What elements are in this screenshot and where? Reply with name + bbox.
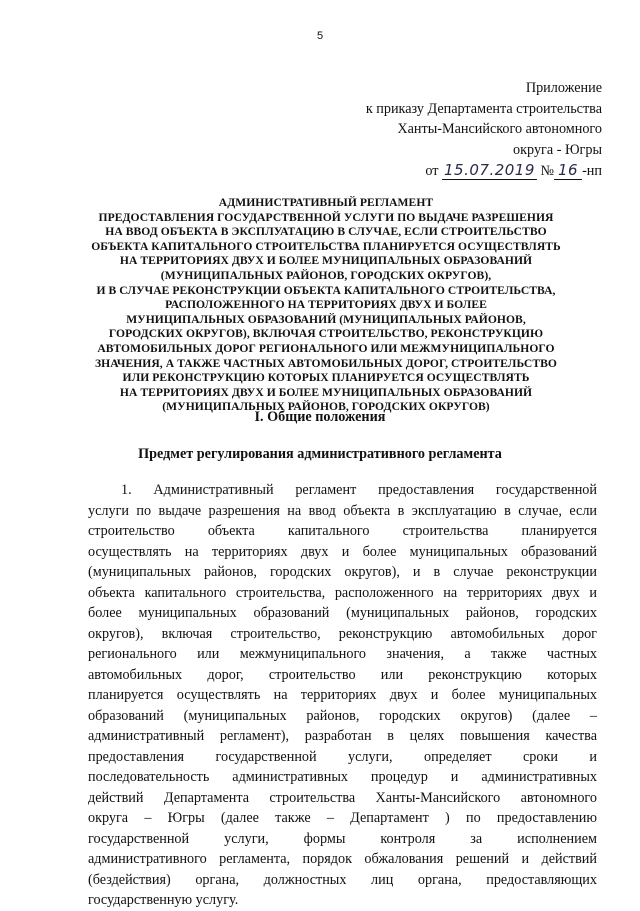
body-line: государственную услугу.	[88, 892, 239, 908]
title-line: ГОРОДСКИХ ОКРУГОВ), ВКЛЮЧАЯ СТРОИТЕЛЬСТВО, РЕКОНСТРУКЦИЮ	[108, 327, 544, 341]
title-line: АВТОМОБИЛЬНЫХ ДОРОГ РЕГИОНАЛЬНОГО ИЛИ МЕЖМУНИЦИПАЛЬНОГО	[97, 341, 555, 355]
body-line: последовательность административных процедур и административных	[88, 769, 597, 785]
appendix-order-ref: к приказу Департамента строительства	[365, 100, 602, 117]
body-line: строительство объекта капитального строительства планируется	[88, 523, 597, 539]
date-prefix: от	[425, 163, 439, 179]
section-subheading: Предмет регулирования административного регламента	[138, 446, 502, 462]
title-line: ИЛИ РЕКОНСТРУКЦИЮ КОТОРЫХ ПЛАНИРУЕТСЯ ОСУЩЕСТВЛЯТЬ	[122, 371, 530, 385]
appendix-region-line: Ханты-Мансийского автономного	[397, 121, 602, 137]
number-prefix: №	[540, 163, 554, 179]
body-line: (бездействия) органа, должностных лиц органа, предоставляющих	[88, 871, 597, 888]
body-line: 1. Административный регламент предоставления государственной	[121, 482, 597, 498]
title-line: АДМИНИСТРАТИВНЫЙ РЕГЛАМЕНТ	[218, 196, 434, 209]
body-line: регионального или межмуниципального значения, а также частных	[88, 646, 597, 662]
page-number: 5	[316, 30, 324, 42]
body-line: действий Департамента строительства Ханты-Мансийского автономного	[88, 789, 597, 806]
body-line: более муниципальных образований (муниципальных районов, городских	[88, 605, 597, 621]
body-line: автомобильных дорог, строительство или реконструкцию которых	[88, 666, 597, 683]
body-line: планируется осуществлять на территориях двух и более муниципальных	[88, 687, 597, 703]
title-line: ПРЕДОСТАВЛЕНИЯ ГОСУДАРСТВЕННОЙ УСЛУГИ ПО ВЫДАЧЕ РАЗРЕШЕНИЯ	[98, 210, 554, 224]
body-line: осуществлять на территориях двух и более муниципальных образований	[88, 543, 597, 560]
document-title	[60, 196, 592, 415]
title-line: НА ВВОД ОБЪЕКТА В ЭКСПЛУАТАЦИЮ В СЛУЧАЕ, ЕСЛИ СТРОИТЕЛЬСТВО	[105, 225, 547, 239]
title-line: НА ТЕРРИТОРИЯХ ДВУХ И БОЛЕЕ МУНИЦИПАЛЬНЫХ ОБРАЗОВАНИЙ	[119, 254, 533, 268]
appendix-title: Приложение	[525, 80, 602, 96]
body-line: (муниципальных районов, городских округов), и в случае реконструкции	[88, 564, 597, 580]
body-line: государственной услуги, формы контроля за исполнением	[88, 830, 597, 847]
body-line: образований (муниципальных районов, городских округов) (далее –	[88, 707, 597, 724]
title-line: НА ТЕРРИТОРИЯХ ДВУХ И БОЛЕЕ МУНИЦИПАЛЬНЫХ ОБРАЗОВАНИЙ	[119, 385, 533, 399]
title-line: ОБЪЕКТА КАПИТАЛЬНОГО СТРОИТЕЛЬСТВА ПЛАНИРУЕТСЯ ОСУЩЕСТВЛЯТЬ	[91, 239, 561, 253]
body-line: объекта капитального строительства, расположенного на территориях двух и	[88, 584, 597, 601]
title-line: И В СЛУЧАЕ РЕКОНСТРУКЦИИ ОБЪЕКТА КАПИТАЛЬНОГО СТРОИТЕЛЬСТВА,	[96, 283, 556, 297]
title-line: РАСПОЛОЖЕННОГО НА ТЕРРИТОРИЯХ ДВУХ И БОЛЕЕ	[165, 298, 487, 312]
body-line: предоставления государственной услуги, определяет сроки и	[88, 748, 597, 765]
handwritten-date: 15.07.2019	[444, 161, 535, 179]
title-line: МУНИЦИПАЛЬНЫХ ОБРАЗОВАНИЙ (МУНИЦИПАЛЬНЫХ РАЙОНОВ,	[126, 312, 526, 326]
appendix-date-line	[272, 160, 602, 182]
body-line: административного регламента, порядок обжалования решений и действий	[88, 851, 597, 867]
body-line: округа – Югры (далее также – Департамент ) по предоставлению	[88, 810, 597, 826]
body-paragraph	[88, 480, 597, 911]
title-line: (МУНИЦИПАЛЬНЫХ РАЙОНОВ, ГОРОДСКИХ ОКРУГОВ),	[160, 268, 492, 282]
appendix-block	[272, 78, 602, 182]
body-line: услуги по выдаче разрешения на ввод объекта в эксплуатацию в случае, если	[88, 502, 597, 519]
body-line: административный регламент), разработан в целях повышения качества	[88, 728, 597, 744]
section-heading: I. Общие положения	[254, 409, 386, 425]
body-line: округов), включая строительство, реконструкцию автомобильных дорог	[88, 625, 597, 642]
title-line: (МУНИЦИПАЛЬНЫХ РАЙОНОВ, ГОРОДСКИХ ОКРУГОВ)	[162, 400, 490, 414]
number-suffix: -нп	[582, 163, 602, 179]
handwritten-number: 16	[554, 161, 582, 180]
title-line: ЗНАЧЕНИЯ, А ТАКЖЕ ЧАСТНЫХ АВТОМОБИЛЬНЫХ ДОРОГ, СТРОИТЕЛЬСТВО	[95, 356, 557, 370]
appendix-region-line-2: округа - Югры	[513, 141, 602, 158]
